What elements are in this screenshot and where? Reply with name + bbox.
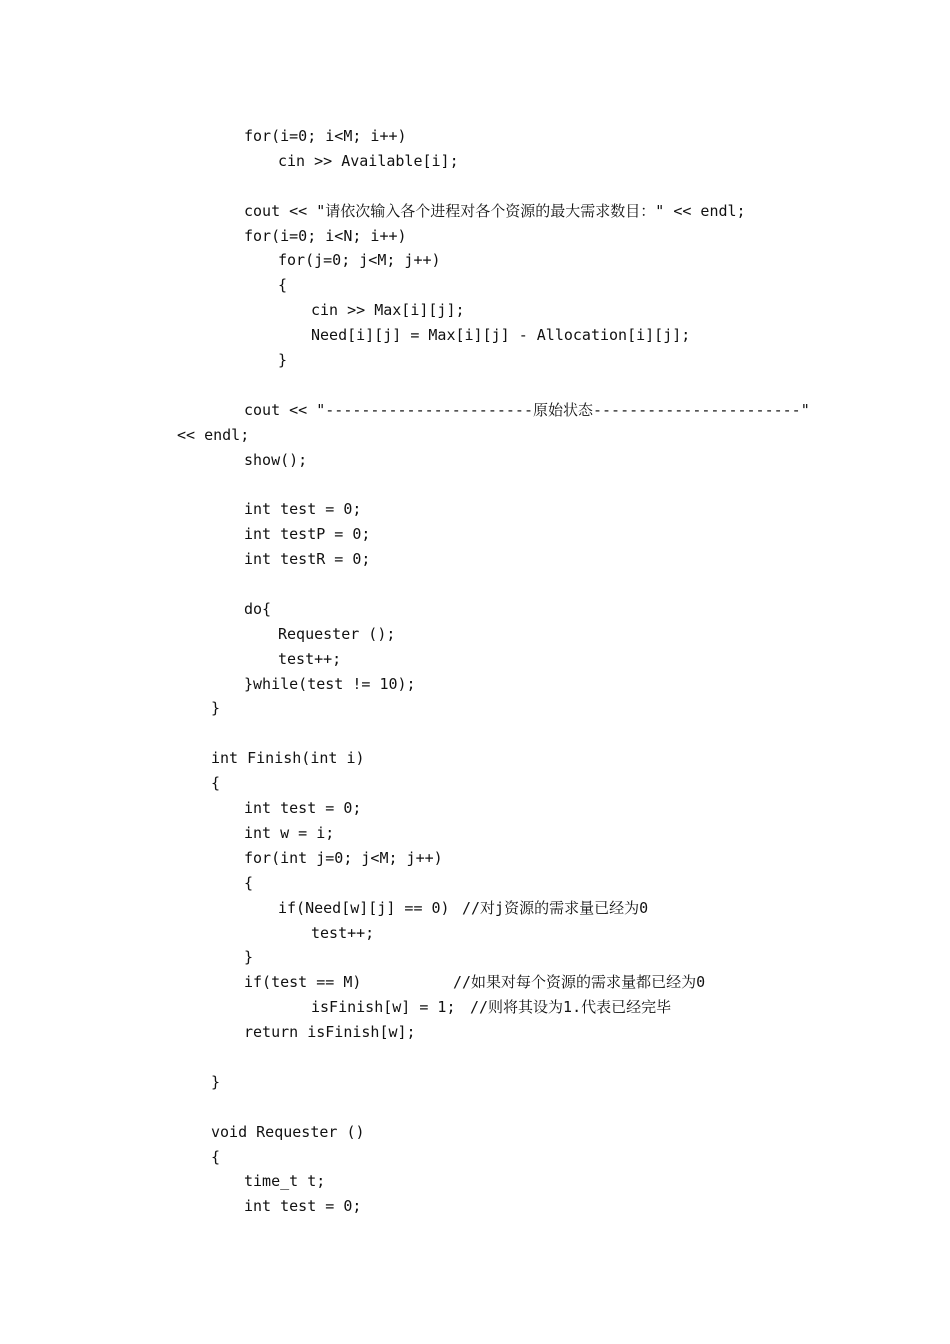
code-listing <box>0 124 950 1219</box>
code-line <box>0 1145 950 1170</box>
code-text: for(i=0; i<M; i++) <box>244 127 407 145</box>
code-text: time_t t; <box>244 1172 326 1191</box>
code-comment: //如果对每个资源的需求量都已经为0 <box>453 973 706 992</box>
blank-line <box>0 174 950 199</box>
code-line <box>0 1020 950 1045</box>
code-text: cout << "-----------------------原始状态-----------------------" <box>244 400 810 419</box>
code-text: { <box>211 1147 221 1166</box>
code-line <box>0 995 950 1020</box>
code-line <box>0 522 950 547</box>
code-line <box>0 398 950 423</box>
code-line <box>0 248 950 273</box>
code-text: test++; <box>278 649 342 668</box>
code-text: int testP = 0; <box>244 525 371 544</box>
code-text: if(test == M) <box>244 973 362 992</box>
code-line <box>0 672 950 697</box>
code-text: int Finish(int i) <box>211 749 365 768</box>
code-line <box>0 871 950 896</box>
code-text: } <box>278 351 288 370</box>
code-line <box>0 224 950 249</box>
code-text: int w = i; <box>244 823 335 842</box>
code-text: } <box>211 1072 221 1091</box>
code-text: Need[i][j] = Max[i][j] - Allocation[i][j]; <box>311 326 691 345</box>
code-line <box>0 896 950 921</box>
code-text: } <box>211 699 221 718</box>
code-line <box>0 945 950 970</box>
blank-line <box>0 472 950 497</box>
code-text: { <box>211 774 221 793</box>
code-text: int testR = 0; <box>244 550 371 569</box>
code-line <box>0 647 950 672</box>
code-text: << endl; <box>177 425 250 444</box>
code-line <box>0 622 950 647</box>
code-line <box>0 796 950 821</box>
blank-line <box>0 1095 950 1120</box>
code-line <box>0 199 950 224</box>
code-text: int test = 0; <box>244 500 362 519</box>
code-text: cout << "请依次输入各个进程对各个资源的最大需求数目：" << endl; <box>244 201 746 220</box>
code-text: Requester (); <box>278 624 396 643</box>
code-text: for(j=0; j<M; j++) <box>278 251 441 270</box>
code-line <box>0 696 950 721</box>
blank-line <box>0 373 950 398</box>
blank-line <box>0 1045 950 1070</box>
code-line <box>0 1194 950 1219</box>
code-text: int test = 0; <box>244 1197 362 1216</box>
code-line <box>0 273 950 298</box>
code-text: void Requester () <box>211 1122 365 1141</box>
code-text: } <box>244 948 254 967</box>
code-text: show(); <box>244 450 308 469</box>
code-line <box>0 1070 950 1095</box>
code-comment: //对j资源的需求量已经为0 <box>462 898 649 917</box>
code-text: if(Need[w][j] == 0) <box>278 898 450 917</box>
code-text: do{ <box>244 599 272 618</box>
code-text: { <box>278 276 288 295</box>
code-line <box>0 597 950 622</box>
code-text: for(i=0; i<N; i++) <box>244 226 407 245</box>
blank-line <box>0 572 950 597</box>
code-text: return isFinish[w]; <box>244 1023 416 1042</box>
code-line <box>0 423 950 448</box>
code-line <box>0 846 950 871</box>
code-text: int test = 0; <box>244 799 362 818</box>
code-line <box>0 821 950 846</box>
code-line <box>0 348 950 373</box>
code-line <box>0 149 950 174</box>
code-line <box>0 547 950 572</box>
code-line <box>0 448 950 473</box>
code-text: }while(test != 10); <box>244 674 416 693</box>
code-line <box>0 1120 950 1145</box>
code-text: { <box>244 873 254 892</box>
code-line <box>0 323 950 348</box>
code-line <box>0 497 950 522</box>
code-line <box>0 298 950 323</box>
code-line <box>0 771 950 796</box>
code-line <box>0 746 950 771</box>
blank-line <box>0 721 950 746</box>
code-line <box>0 921 950 946</box>
code-line <box>0 124 950 149</box>
code-text: cin >> Available[i]; <box>278 151 459 170</box>
code-text: for(int j=0; j<M; j++) <box>244 848 443 867</box>
code-text: cin >> Max[i][j]; <box>311 301 465 320</box>
code-text: isFinish[w] = 1; <box>311 998 456 1017</box>
code-line <box>0 970 950 995</box>
code-comment: //则将其设为1.代表已经完毕 <box>470 998 672 1017</box>
code-text: test++; <box>311 923 375 942</box>
code-line <box>0 1169 950 1194</box>
